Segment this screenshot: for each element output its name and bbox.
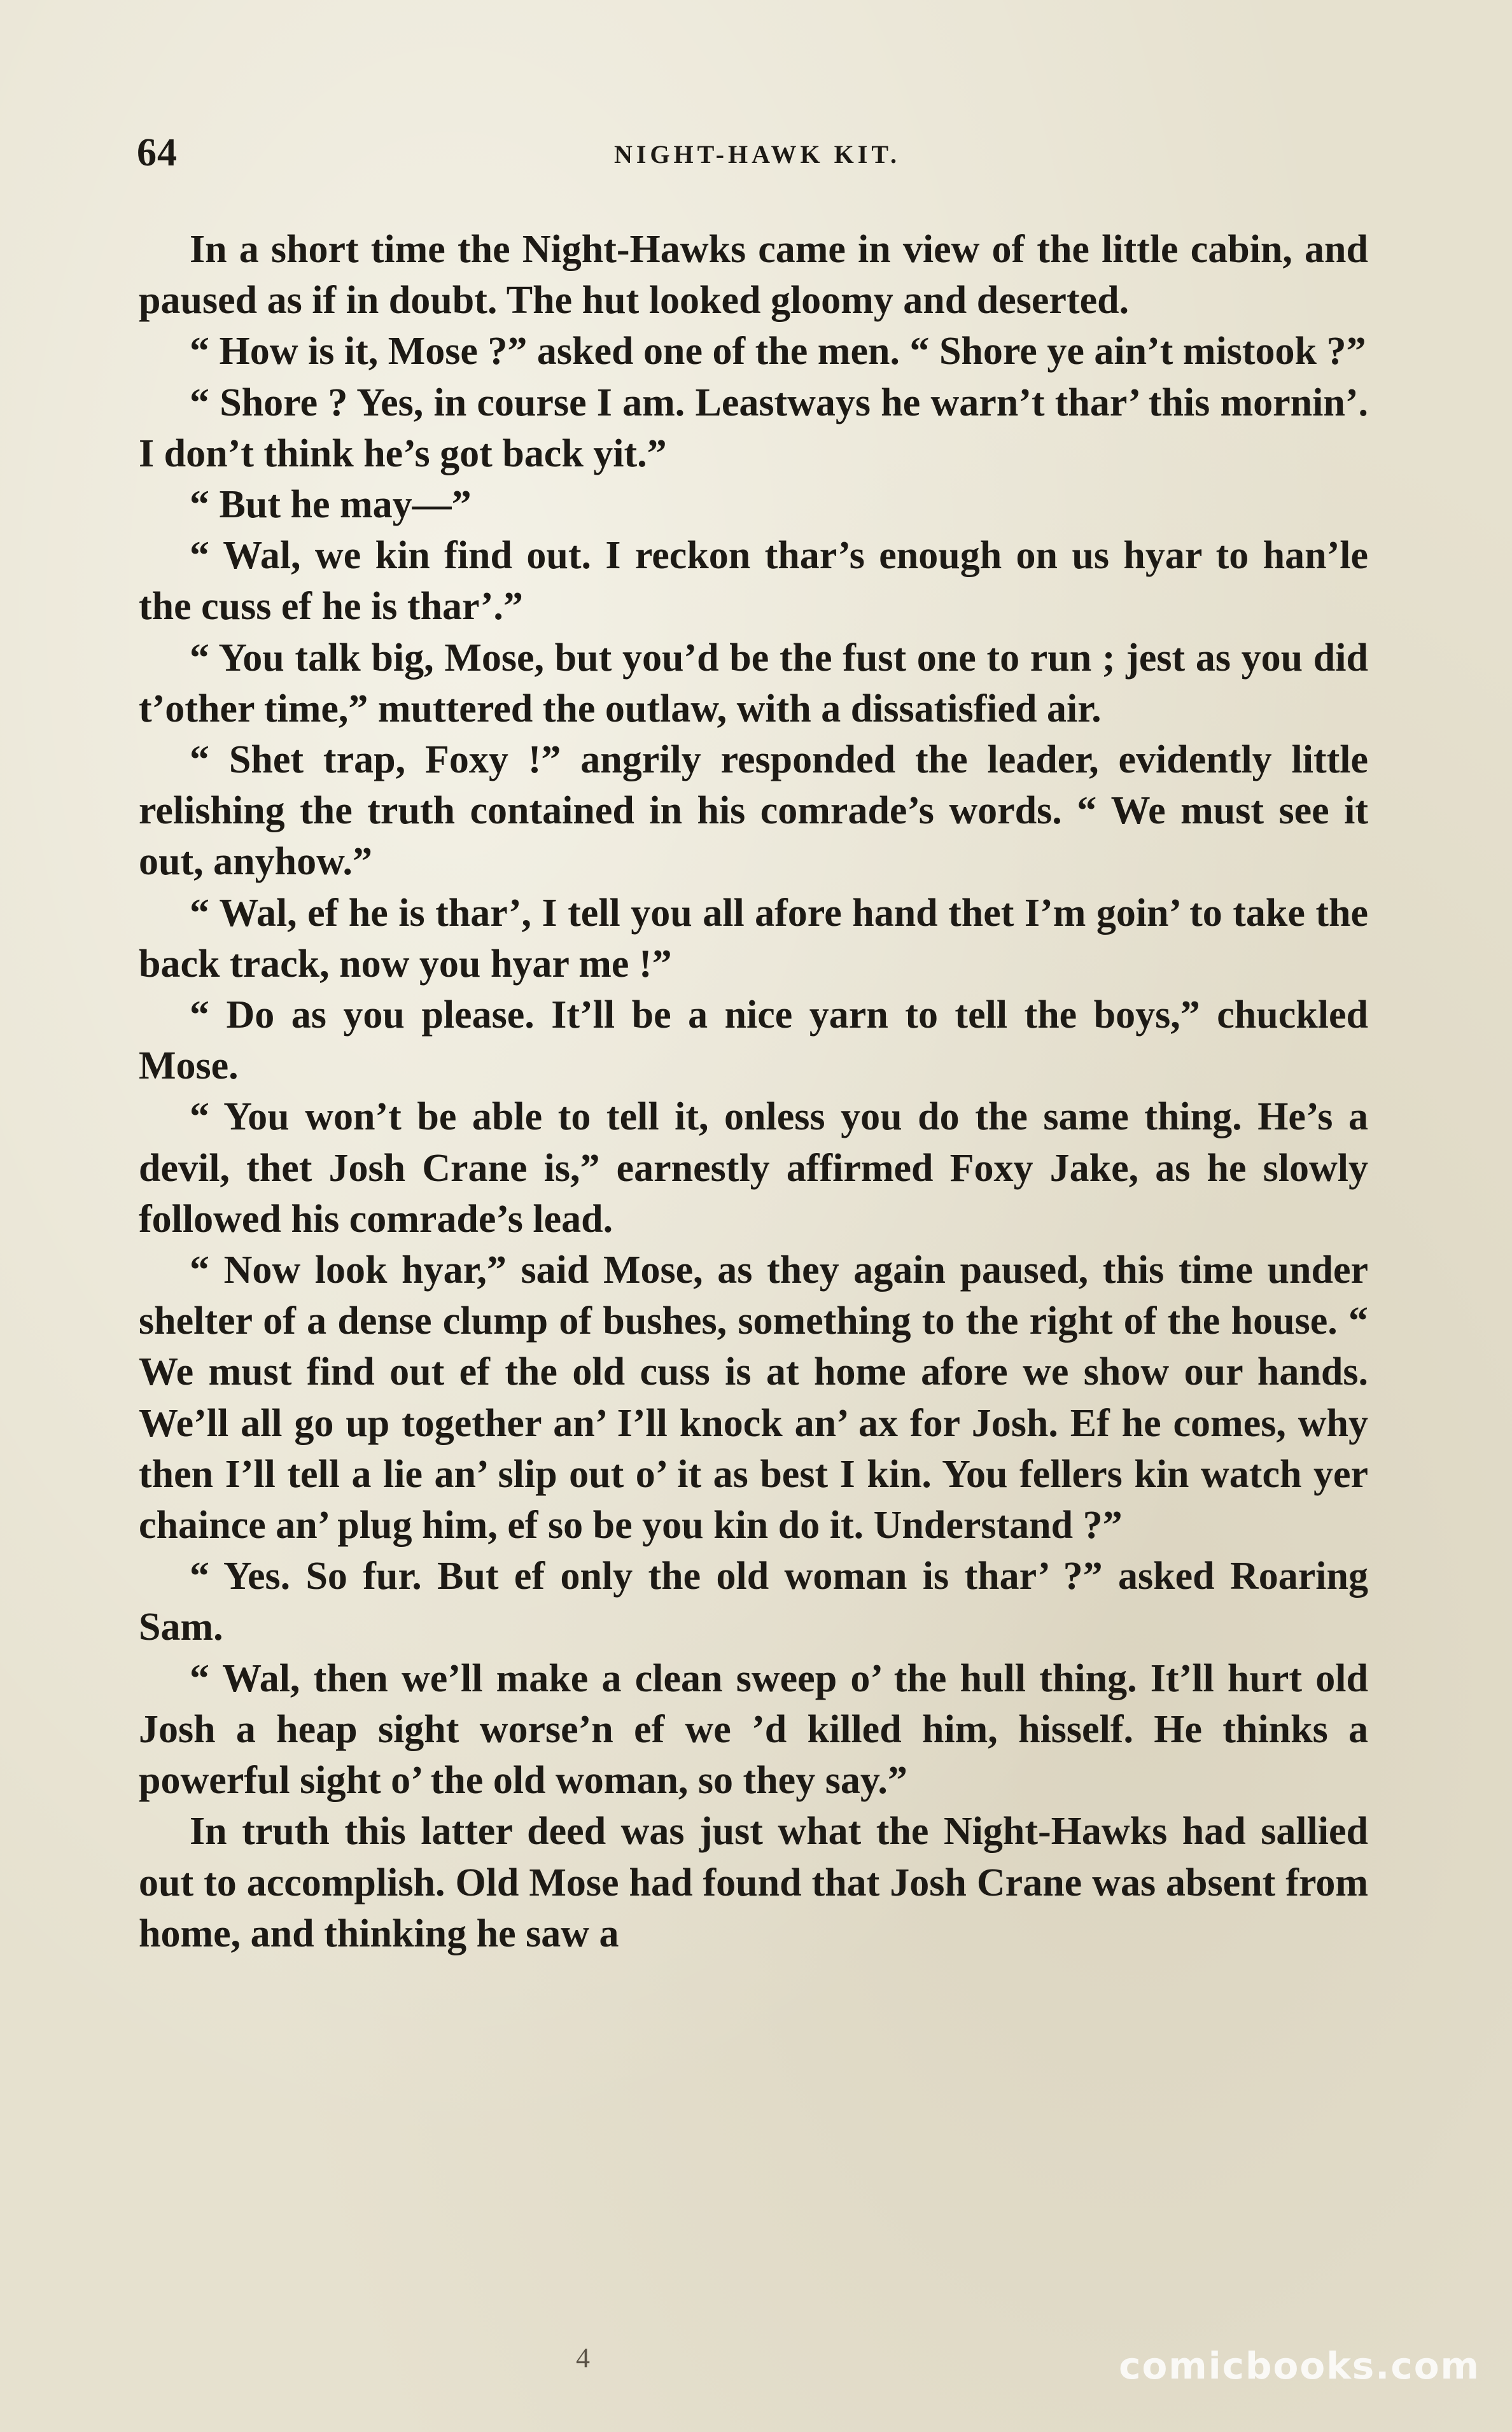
paragraph: “ Do as you please. It’ll be a nice yarn to tell the boys,” chuckled Mose. bbox=[139, 993, 1368, 1088]
paragraph: “ But he may—” bbox=[190, 483, 472, 527]
paragraph: “ Wal, then we’ll make a clean sweep o’ the hull thing. It’ll hurt old Josh a heap sight worse’n ef we ’d killed him, hisself. He thinks a powerful sight o’ the old woman, so they say.” bbox=[139, 1656, 1368, 1803]
paragraph: “ Yes. So fur. But ef only the old woman is thar’ ?” asked Roaring Sam. bbox=[139, 1555, 1368, 1649]
paragraph: “ You won’t be able to tell it, onless you do the same thing. He’s a devil, thet Josh Crane is,” earnestly affirmed Foxy Jake, as he slowly followed his comrade’s lead. bbox=[139, 1095, 1368, 1241]
paragraph: “ Wal, we kin find out. I reckon thar’s enough on us hyar to han’le the cuss ef he is thar’.” bbox=[139, 534, 1368, 629]
paragraph: “ Now look hyar,” said Mose, as they again paused, this time under shelter of a dense clump of bushes, something to the right of the house. “ We must find out ef the old cuss is at home afore we show our hands. We’ll all go up together an’ I’ll knock an’ ax for Josh. Ef he comes, why then I’ll tell a lie an’ slip out o’ it as best I kin. You fellers kin watch yer chaince an’ plug him, ef so be you kin do it. Understand ?” bbox=[139, 1248, 1368, 1548]
paragraph: In truth this latter deed was just what the Night-Hawks had sallied out to accomplish. Old Mose had found that Josh Crane was absent from home, and thinking he saw a bbox=[139, 1810, 1368, 1955]
paragraph: “ How is it, Mose ?” asked one of the men. “ Shore ye ain’t mistook ?” bbox=[190, 330, 1366, 374]
paragraph: “ Shet trap, Foxy !” angrily responded the leader, evidently little relishing the truth contained in his comrade’s words. “ We must see it out, anyhow.” bbox=[139, 738, 1368, 884]
footer-mark: 4 bbox=[576, 2342, 590, 2373]
paragraph: “ You talk big, Mose, but you’d be the fust one to run ; jest as you did t’other time,” muttered the outlaw, with a dissatisfied air. bbox=[139, 636, 1368, 730]
paragraph: “ Wal, ef he is thar’, I tell you all afore hand thet I’m goin’ to take the back track, now you hyar me !” bbox=[139, 891, 1368, 986]
body-text bbox=[139, 224, 1368, 1959]
paragraph: In a short time the Night-Hawks came in view of the little cabin, and paused as if in doubt. The hut looked gloomy and deserted. bbox=[139, 228, 1368, 323]
site-watermark: comicbooks.com bbox=[1119, 2344, 1480, 2387]
page-header bbox=[137, 130, 1378, 181]
page-number: 64 bbox=[137, 131, 178, 174]
running-title: NIGHT-HAWK KIT. bbox=[613, 140, 901, 169]
paragraph: “ Shore ? Yes, in course I am. Leastways he warn’t thar’ this mornin’. I don’t think he’s got back yit.” bbox=[139, 381, 1368, 475]
